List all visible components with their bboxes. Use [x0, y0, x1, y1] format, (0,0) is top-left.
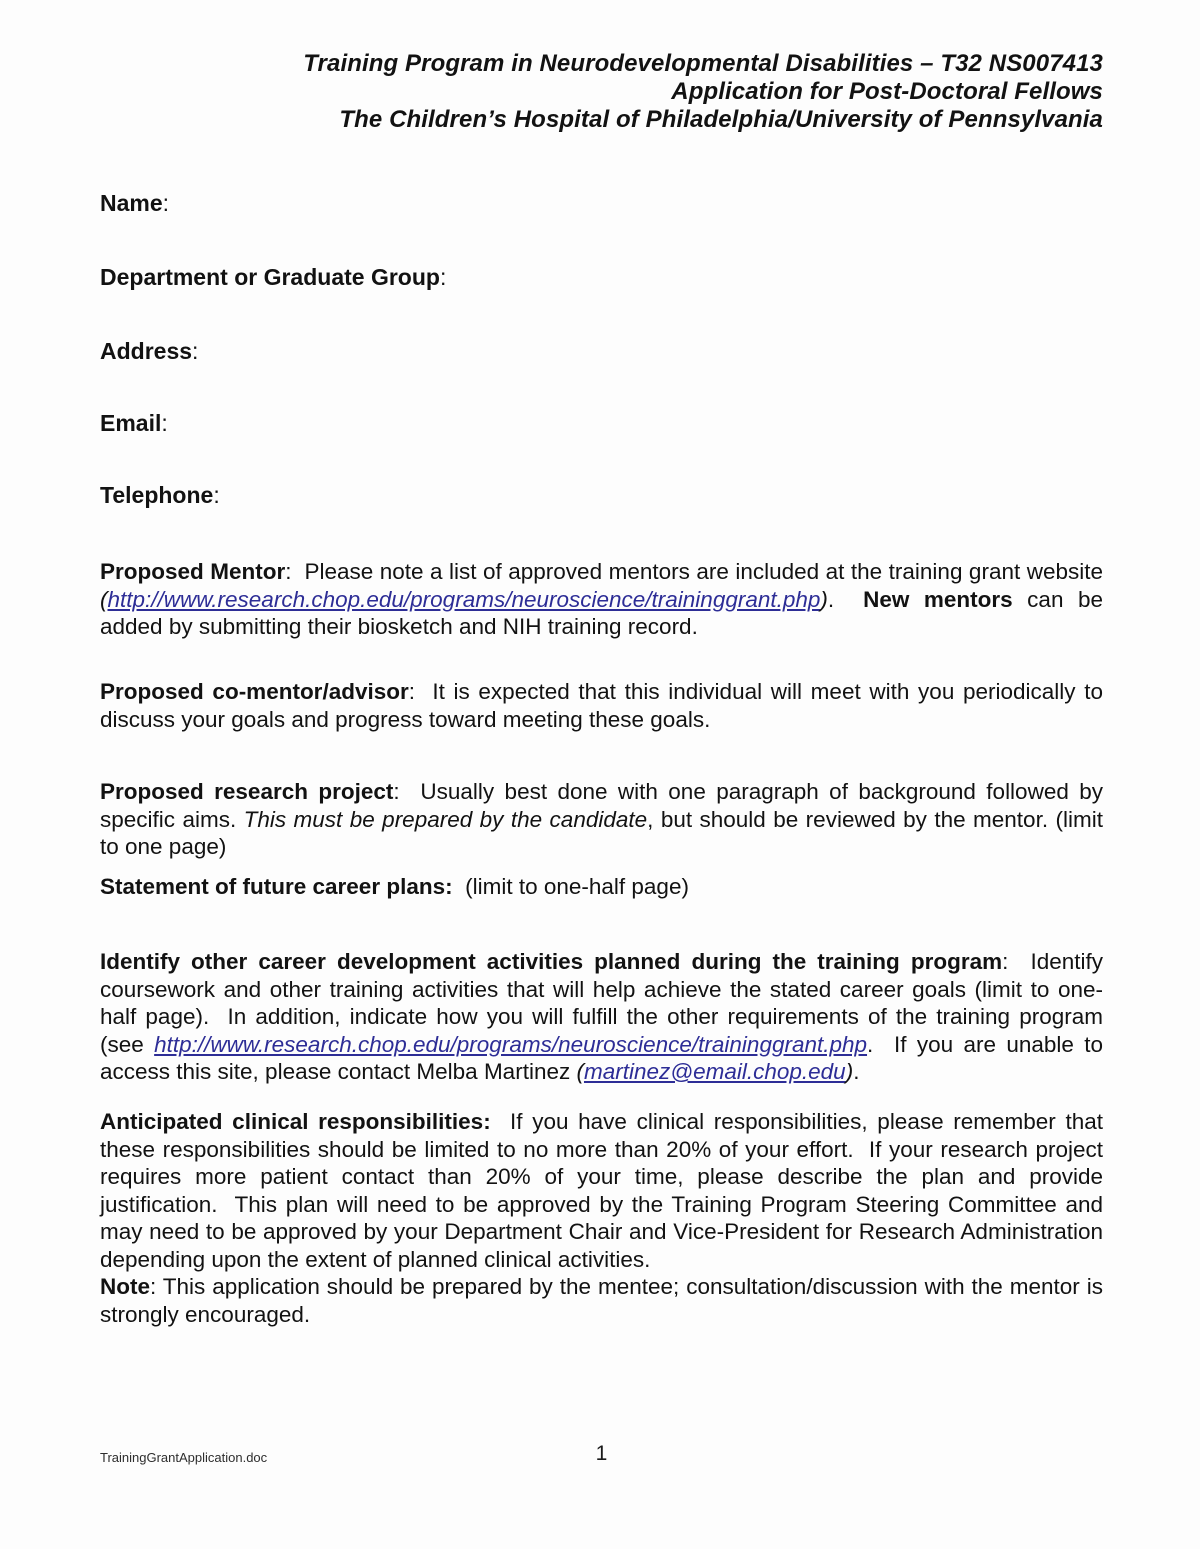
paragraph-career-development-activities [100, 948, 1103, 1086]
field-name-colon: : [162, 190, 170, 216]
field-telephone-colon: : [213, 482, 220, 508]
footer-page-number: 1 [595, 1442, 608, 1465]
field-email [100, 410, 1103, 437]
text-segment: can be added by submitting their biosketch and NIH training record. [100, 586, 1103, 639]
field-email-colon: : [161, 410, 168, 436]
link-traininggrant-url[interactable]: http://www.research.chop.edu/programs/neuroscience/traininggrant.php [107, 586, 821, 612]
field-address [100, 338, 1103, 365]
paragraph-statement-career-plans [100, 873, 1103, 901]
text-segment: Identify other career development activities planned during the training program [100, 949, 1003, 974]
text-segment: , but should be reviewed by the mentor. (limit to one page) [100, 806, 1103, 859]
text-segment: : Please note a list of approved mentors are included at the training grant website [285, 559, 1103, 584]
text-segment: . If you are unable to access this site, please contact Melba Martinez [100, 1031, 1103, 1084]
text-segment: If you have clinical responsibilities, please remember that these responsibilities should be limited to no more than 20% of your effort. If your research project requires more patient contact than 20% of your time, please describe the plan and provide justification. This plan will need to be approved by the Training Program Steering Committee and may need to be approved by your Department Chair and Vice-President for Research Administration depending upon the extent of planned clinical activities. [100, 1109, 1103, 1272]
text-segment: (limit to one-half page) [452, 874, 689, 899]
text-segment: ) [820, 586, 828, 612]
link-martinez-email[interactable]: martinez@email.chop.edu [583, 1059, 846, 1084]
document-title-line-2: Application for Post-Doctoral Fellows [671, 78, 1103, 105]
text-segment: Proposed Mentor [100, 559, 286, 584]
page-footer [100, 1442, 1103, 1472]
field-address-label: Address [100, 338, 193, 364]
field-name-label: Name [100, 190, 163, 216]
text-segment: New mentors [863, 586, 1013, 612]
footer-filename: TrainingGrantApplication.doc [100, 1450, 268, 1465]
paragraph-note [100, 1273, 1103, 1328]
text-segment: This must be prepared by the candidate [243, 806, 648, 832]
paragraph-proposed-co-mentor [100, 678, 1103, 733]
field-name [100, 190, 1103, 217]
text-segment: : This application should be prepared by the mentee; consultation/discussion with the mentor is strongly encouraged. [100, 1274, 1103, 1327]
document-title-line-3: The Children’s Hospital of Philadelphia/University of Pennsylvania [339, 106, 1103, 133]
paragraph-anticipated-clinical-responsibilities [100, 1108, 1103, 1273]
field-address-colon: : [192, 338, 199, 364]
text-segment: : Identify coursework and other training activities that will help achieve the stated career goals (limit to one-half page). In addition, indicate how you will fulfill the other requirements of the training program (see [100, 949, 1104, 1057]
text-segment: ) [845, 1059, 854, 1084]
paragraph-proposed-mentor [100, 558, 1103, 641]
text-segment: Anticipated clinical responsibilities: [100, 1109, 491, 1134]
field-telephone [100, 482, 1103, 509]
field-department-colon: : [439, 264, 447, 290]
field-telephone-label: Telephone [100, 482, 214, 508]
text-segment: : It is expected that this individual will meet with you periodically to discuss your goals and progress toward meeting these goals. [100, 679, 1103, 732]
text-segment: . [853, 1059, 860, 1084]
field-department-label: Department or Graduate Group [100, 264, 440, 290]
text-segment: Proposed co-mentor/advisor [100, 679, 409, 704]
field-department-or-graduate-group [100, 264, 1103, 291]
paragraph-proposed-research-project [100, 778, 1103, 861]
field-email-label: Email [100, 410, 162, 436]
text-segment: . [827, 586, 864, 612]
text-segment: Note [100, 1274, 150, 1299]
link-traininggrant-url[interactable]: http://www.research.chop.edu/programs/neuroscience/traininggrant.php [154, 1031, 868, 1057]
document-title-line-1: Training Program in Neurodevelopmental Disabilities – T32 NS007413 [303, 50, 1103, 77]
text-segment: : Usually best done with one paragraph of background followed by specific aims. [100, 779, 1103, 832]
text-segment: ( [576, 1059, 584, 1084]
text-segment: ( [100, 586, 108, 612]
document-title [100, 50, 1103, 134]
text-segment: Statement of future career plans: [100, 874, 453, 899]
text-segment: Proposed research project [100, 779, 394, 804]
